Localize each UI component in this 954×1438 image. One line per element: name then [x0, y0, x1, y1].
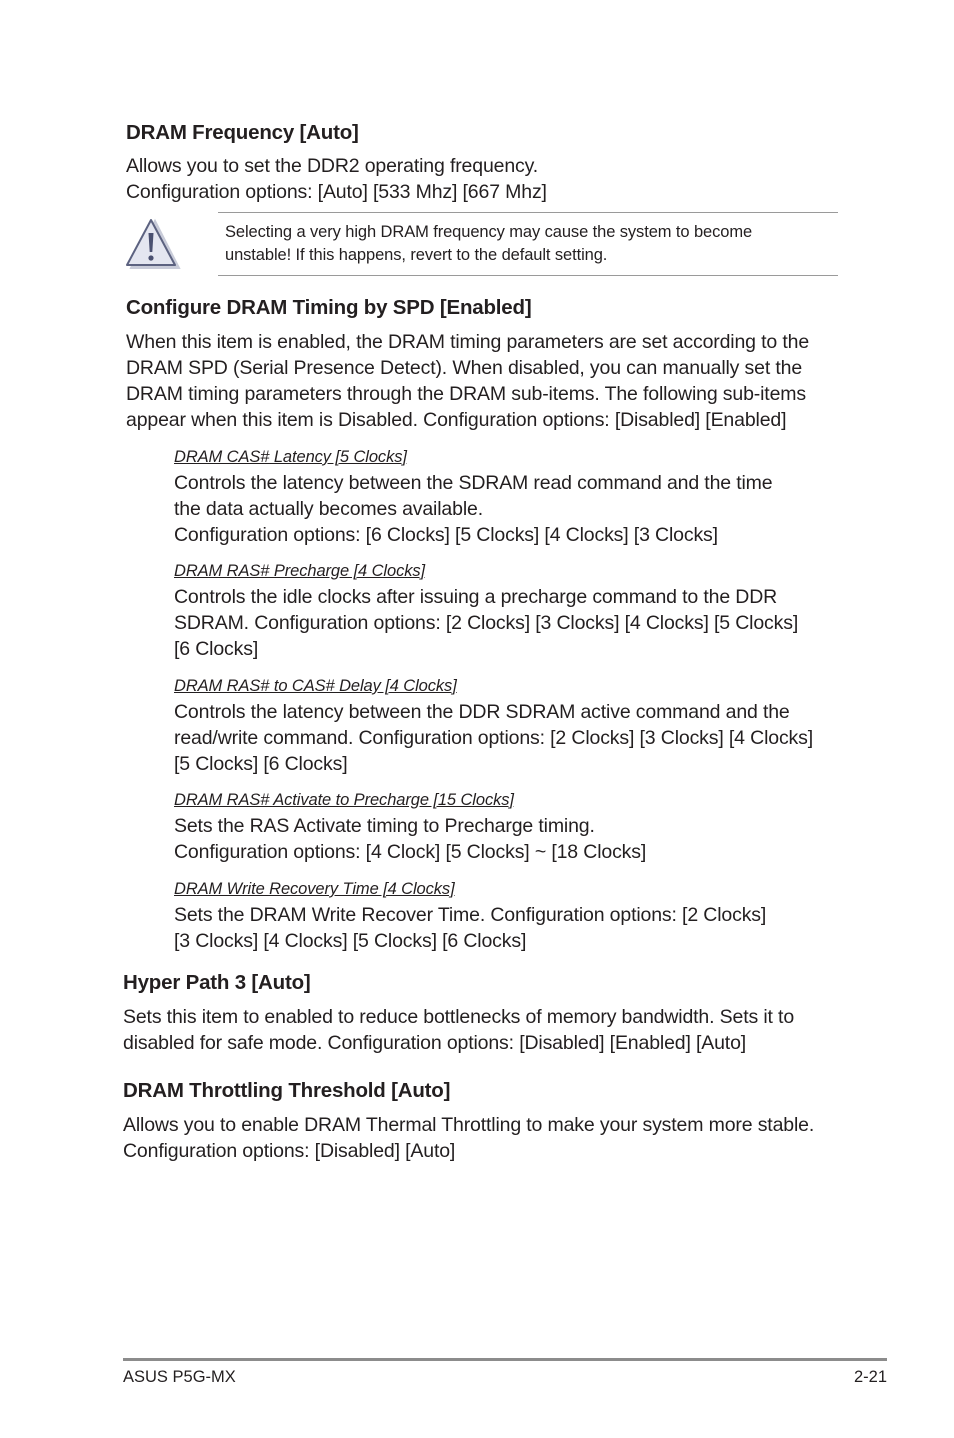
subheading-ras-activate: DRAM RAS# Activate to Precharge [15 Clocks]	[174, 791, 514, 809]
paragraph-ras-to-cas-delay	[174, 699, 813, 777]
subheading-ras-precharge: DRAM RAS# Precharge [4 Clocks]	[174, 562, 426, 580]
paragraph-ras-precharge	[174, 584, 798, 662]
text-line: Sets the DRAM Write Recover Time. Configuration options: [2 Clocks]	[174, 904, 767, 926]
heading-hyper-path: Hyper Path 3 [Auto]	[123, 971, 311, 994]
text-line: appear when this item is Disabled. Configuration options: [Disabled] [Enabled]	[126, 409, 787, 431]
paragraph-ras-activate	[174, 813, 646, 865]
text-line: SDRAM. Configuration options: [2 Clocks] [3 Clocks] [4 Clocks] [5 Clocks]	[174, 612, 799, 634]
paragraph-write-recovery	[174, 902, 766, 954]
paragraph-hyper-path	[123, 1004, 794, 1056]
caution-bottom-rule	[218, 275, 838, 276]
text-line: Controls the latency between the SDRAM read command and the time	[174, 472, 773, 494]
text-line: Allows you to enable DRAM Thermal Throttling to make your system more stable.	[123, 1114, 815, 1136]
text-line: read/write command. Configuration options: [2 Clocks] [3 Clocks] [4 Clocks]	[174, 727, 814, 749]
footer-rule	[123, 1358, 887, 1361]
text-line: disabled for safe mode. Configuration options: [Disabled] [Enabled] [Auto]	[123, 1032, 747, 1054]
text-line: Controls the latency between the DDR SDRAM active command and the	[174, 701, 790, 723]
text-line: [5 Clocks] [6 Clocks]	[174, 753, 348, 775]
text-line: [3 Clocks] [4 Clocks] [5 Clocks] [6 Clocks]	[174, 930, 527, 952]
subheading-cas-latency: DRAM CAS# Latency [5 Clocks]	[174, 448, 407, 466]
caution-text	[225, 221, 752, 267]
text-line: the data actually becomes available.	[174, 498, 483, 520]
text-line: DRAM SPD (Serial Presence Detect). When disabled, you can manually set the	[126, 357, 803, 379]
paragraph-dram-timing-spd	[126, 329, 809, 433]
heading-dram-frequency: DRAM Frequency [Auto]	[126, 121, 359, 144]
text-line: Controls the idle clocks after issuing a precharge command to the DDR	[174, 586, 778, 608]
text-line: Selecting a very high DRAM frequency may cause the system to become	[225, 223, 753, 241]
text-line: unstable! If this happens, revert to the default setting.	[225, 246, 608, 264]
text-line: Allows you to set the DDR2 operating frequency.	[126, 155, 539, 177]
text-line: Configuration options: [Auto] [533 Mhz] [667 Mhz]	[126, 181, 547, 203]
caution-top-rule	[218, 212, 838, 213]
warning-triangle-icon	[125, 218, 181, 270]
text-line: Configuration options: [6 Clocks] [5 Clocks] [4 Clocks] [3 Clocks]	[174, 524, 718, 546]
text-line: [6 Clocks]	[174, 638, 259, 660]
text-line: Sets the RAS Activate timing to Precharge timing.	[174, 815, 595, 837]
footer-page-number: 2-21	[853, 1368, 887, 1386]
text-line: Sets this item to enabled to reduce bottlenecks of memory bandwidth. Sets it to	[123, 1006, 795, 1028]
heading-dram-timing-spd: Configure DRAM Timing by SPD [Enabled]	[126, 296, 532, 319]
paragraph-cas-latency	[174, 470, 772, 548]
subheading-write-recovery: DRAM Write Recovery Time [4 Clocks]	[174, 880, 455, 898]
text-line: DRAM timing parameters through the DRAM sub-items. The following sub-items	[126, 383, 806, 405]
text-line: Configuration options: [Disabled] [Auto]	[123, 1140, 456, 1162]
paragraph-dram-frequency	[126, 153, 547, 205]
text-line: When this item is enabled, the DRAM timing parameters are set according to the	[126, 331, 810, 353]
subheading-ras-to-cas-delay: DRAM RAS# to CAS# Delay [4 Clocks]	[174, 677, 457, 695]
text-line: Configuration options: [4 Clock] [5 Clocks] ~ [18 Clocks]	[174, 841, 647, 863]
heading-dram-throttling: DRAM Throttling Threshold [Auto]	[123, 1079, 451, 1102]
footer-product-name: ASUS P5G-MX	[123, 1368, 236, 1386]
paragraph-dram-throttling	[123, 1112, 814, 1164]
